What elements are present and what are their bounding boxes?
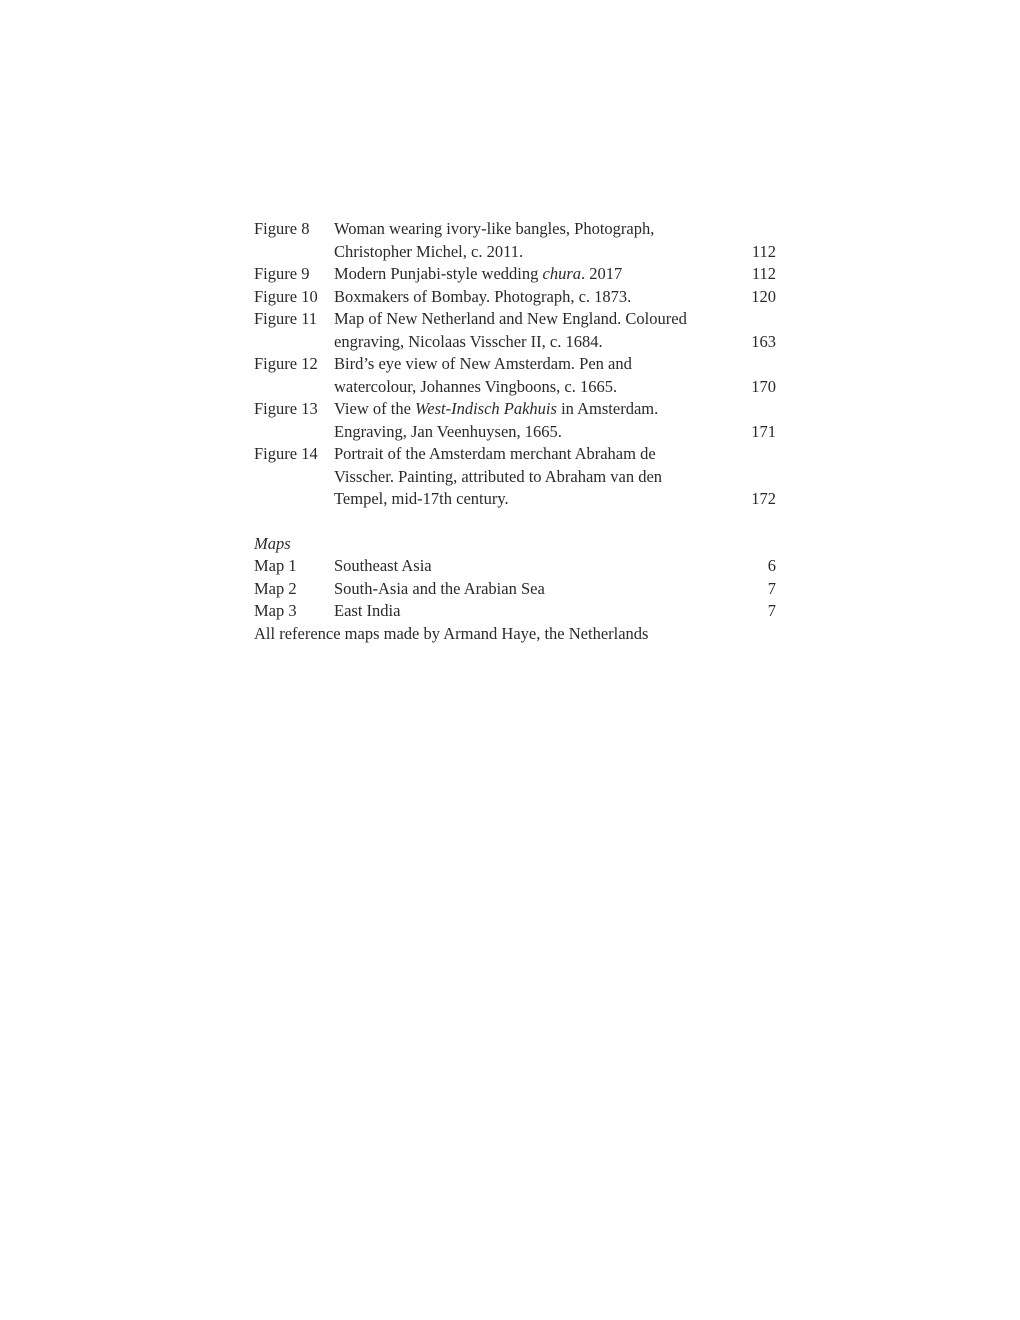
caption-text: in Amsterdam.	[556, 399, 659, 418]
figure-label: Figure 10	[254, 286, 318, 306]
caption-line: Map of New Netherland and New England. Coloured	[334, 309, 687, 328]
page-number: 171	[751, 421, 776, 441]
page-number: 163	[751, 331, 776, 351]
caption-line: Visscher. Painting, attributed to Abraham van den	[334, 466, 663, 486]
map-caption: South-Asia and the Arabian Sea	[334, 578, 545, 598]
figure-caption	[334, 308, 716, 353]
caption-line: Tempel, mid-17th century.	[334, 489, 509, 508]
figure-label: Figure 11	[254, 309, 318, 328]
maps-heading: Maps	[254, 533, 291, 553]
figure-entry-14	[254, 443, 776, 511]
caption-line: Christopher Michel, c. 2011.	[334, 241, 524, 261]
figure-entry-13	[254, 398, 776, 443]
caption-text: Modern Punjabi-style wedding	[334, 264, 543, 283]
caption-line: Woman wearing ivory-like bangles, Photograph,	[334, 219, 655, 238]
caption-italic: chura	[542, 264, 582, 283]
figure-caption	[334, 353, 716, 398]
page-number: 7	[767, 578, 776, 598]
map-entry-1	[254, 555, 776, 578]
page-number: 7	[767, 601, 776, 620]
caption-line: engraving, Nicolaas Visscher II, c. 1684.	[334, 331, 603, 351]
page-number: 172	[751, 489, 776, 508]
caption-line: Portrait of the Amsterdam merchant Abraham de	[334, 444, 656, 463]
page-number: 170	[751, 376, 776, 396]
page-number: 6	[767, 556, 776, 575]
map-label: Map 2	[254, 578, 297, 598]
list-of-illustrations	[254, 218, 776, 645]
figure-label: Figure 14	[254, 444, 318, 463]
caption-line: Bird’s eye view of New Amsterdam. Pen and	[334, 354, 632, 373]
figure-caption	[334, 263, 716, 286]
caption-line: Boxmakers of Bombay. Photograph, c. 1873.	[334, 286, 632, 306]
figure-label: Figure 13	[254, 399, 318, 418]
map-caption: East India	[334, 601, 401, 620]
map-label: Map 3	[254, 601, 297, 620]
caption-line: Engraving, Jan Veenhuysen, 1665.	[334, 421, 562, 441]
map-entry-2	[254, 578, 776, 601]
map-caption: Southeast Asia	[334, 556, 432, 575]
figure-entry-10	[254, 286, 776, 309]
figure-entry-8	[254, 218, 776, 263]
figure-entry-12	[254, 353, 776, 398]
caption-text: . 2017	[581, 264, 623, 283]
caption-italic: West-Indisch Pakhuis	[415, 399, 557, 418]
figure-caption	[334, 443, 716, 511]
page-number: 112	[751, 264, 776, 283]
caption-line	[334, 398, 716, 421]
figure-label: Figure 12	[254, 354, 318, 373]
figure-caption	[334, 286, 716, 309]
figure-entry-11	[254, 308, 776, 353]
maps-credit-note: All reference maps made by Armand Haye, the Netherlands	[254, 623, 649, 643]
figure-caption	[334, 218, 716, 263]
page-number: 112	[751, 241, 776, 261]
figure-entry-9	[254, 263, 776, 286]
map-entry-3	[254, 600, 776, 623]
figure-caption	[334, 398, 716, 443]
figure-label: Figure 8	[254, 219, 310, 238]
map-label: Map 1	[254, 556, 297, 575]
caption-line: watercolour, Johannes Vingboons, c. 1665.	[334, 376, 618, 396]
caption-text: View of the	[334, 399, 416, 418]
page-number: 120	[751, 286, 776, 306]
figure-label: Figure 9	[254, 264, 310, 283]
